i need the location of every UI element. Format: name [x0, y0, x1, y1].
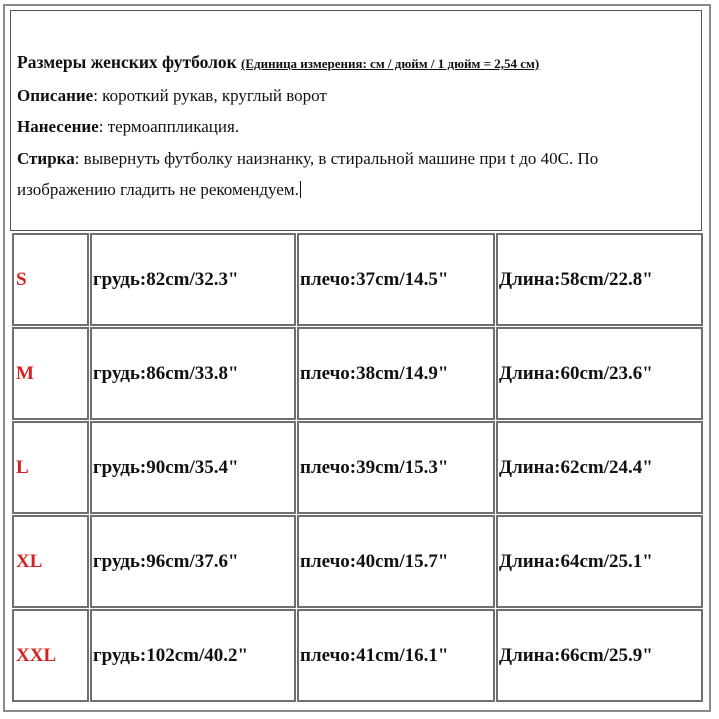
- print-text: : термоаппликация.: [98, 117, 240, 136]
- print-label: Нанесение: [17, 117, 99, 136]
- shoulder-measure: плечо:40cm/15.7": [297, 515, 495, 608]
- size-label: XL: [12, 515, 89, 608]
- wash-text-line1: : вывернуть футболку наизнанку, в стиральной машине при t до 40С. По: [74, 148, 599, 168]
- unit-note: (Единица измерения: см / дюйм / 1 дюйм = 2,54 см): [241, 56, 540, 71]
- description-label: Описание: [17, 85, 94, 105]
- size-label: XXL: [12, 609, 89, 702]
- length-measure: Длина:58cm/22.8": [496, 233, 703, 326]
- wash-label: Стирка: [17, 148, 75, 168]
- length-measure: Длина:64cm/25.1": [496, 515, 703, 608]
- shoulder-measure: плечо:38cm/14.9": [297, 327, 495, 420]
- size-label: L: [12, 421, 89, 514]
- length-measure: Длина:66cm/25.9": [496, 609, 703, 702]
- length-measure: Длина:60cm/23.6": [496, 327, 703, 420]
- chest-measure: грудь:102cm/40.2": [90, 609, 296, 702]
- chest-measure: грудь:86cm/33.8": [90, 327, 296, 420]
- shoulder-measure: плечо:37cm/14.5": [297, 233, 495, 326]
- length-measure: Длина:62cm/24.4": [496, 421, 703, 514]
- chest-measure: грудь:82cm/32.3": [90, 233, 296, 326]
- chest-measure: грудь:90cm/35.4": [90, 421, 296, 514]
- size-label: M: [12, 327, 89, 420]
- shoulder-measure: плечо:41cm/16.1": [297, 609, 495, 702]
- wash-text-line2: изображению гладить не рекомендуем.: [17, 180, 299, 199]
- chest-measure: грудь:96cm/37.6": [90, 515, 296, 608]
- size-label: S: [12, 233, 89, 326]
- description-text: : короткий рукав, круглый ворот: [93, 85, 327, 105]
- shoulder-measure: плечо:39cm/15.3": [297, 421, 495, 514]
- chart-title: Размеры женских футболок: [17, 52, 237, 72]
